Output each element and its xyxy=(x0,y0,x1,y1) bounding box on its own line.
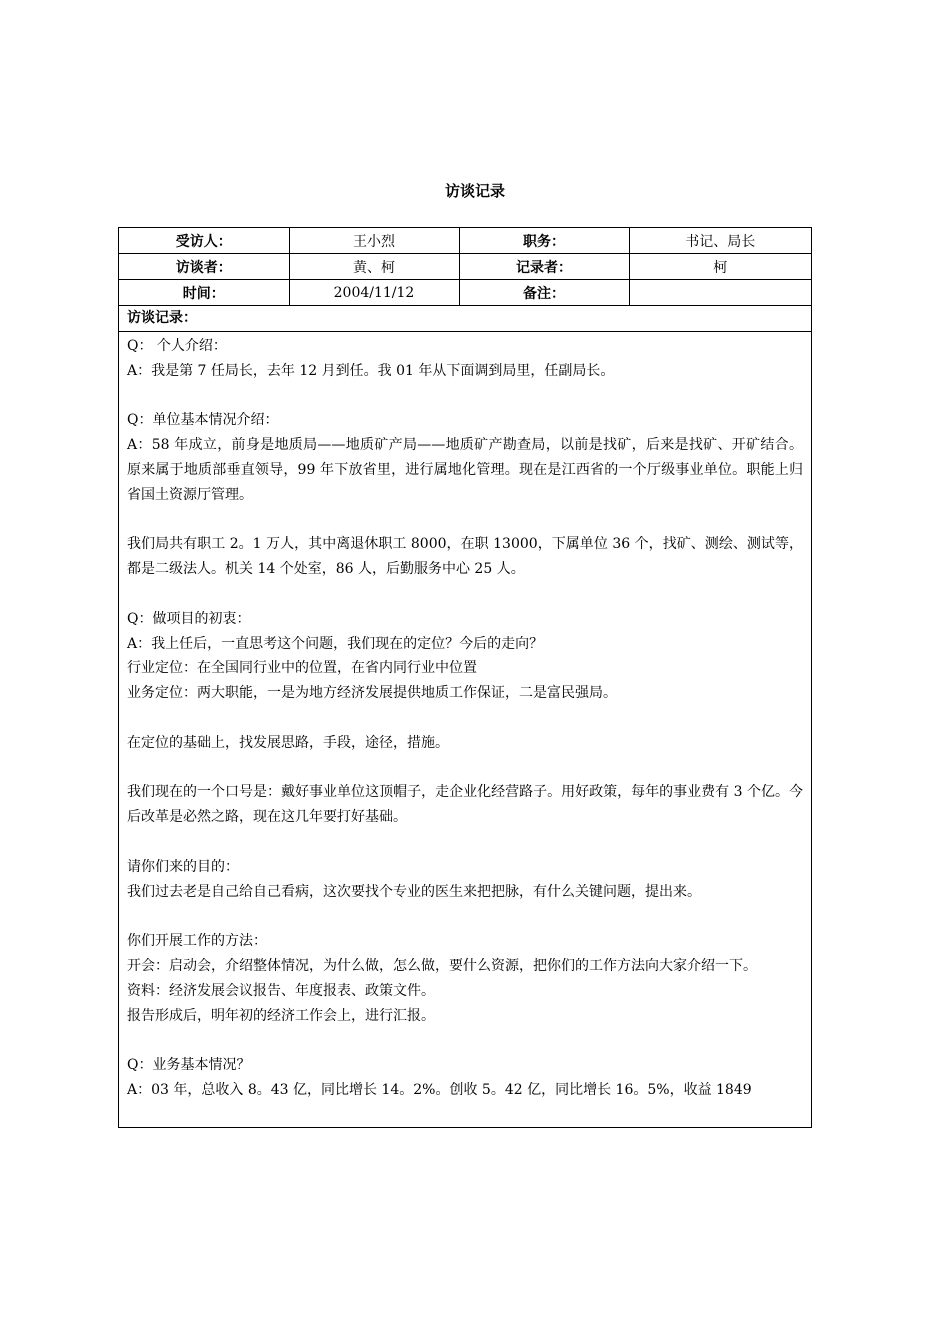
remarks-label: 备注： xyxy=(459,280,629,306)
record-line: A：我是第 7 任局长，去年 12 月到任。我 01 年从下面调到局里，任副局长。 xyxy=(127,362,615,379)
record-paragraph: 我们过去老是自己给自己看病，这次要找个专业的医生来把把脉，有什么关键问题，提出来。 xyxy=(127,883,701,900)
record-line: Q：业务基本情况？ xyxy=(127,1057,251,1074)
record-paragraph: 我们局共有职工 2。1 万人，其中离退休职工 8000，在职 13000，下属单位 36 个，找矿、测绘、测试等，都是二级法人。机关 14 个处室，86 人，后勤服务中心 25 人。 xyxy=(127,536,803,578)
table-row xyxy=(119,254,811,280)
record-line: 行业定位：在全国同行业中的位置，在省内同行业中位置 xyxy=(127,660,477,677)
record-line: 报告形成后，明年初的经济工作会上，进行汇报。 xyxy=(127,1007,435,1024)
record-header: 访谈记录： xyxy=(119,306,811,332)
record-line: 业务定位：两大职能，一是为地方经济发展提供地质工作保证，二是富民强局。 xyxy=(127,685,617,702)
table-row xyxy=(119,280,811,306)
interviewer-value: 黄、柯 xyxy=(289,254,459,280)
interview-record-frame xyxy=(118,227,812,1128)
interviewer-label: 访谈者： xyxy=(119,254,289,280)
record-content xyxy=(119,332,811,1127)
record-line: 你们开展工作的方法： xyxy=(127,933,267,950)
time-value: 2004/11/12 xyxy=(289,280,459,306)
record-line: 请你们来的目的： xyxy=(127,858,239,875)
position-label: 职务： xyxy=(459,228,629,254)
interview-info-table xyxy=(119,228,811,306)
position-value: 书记、局长 xyxy=(629,228,811,254)
record-line: A：我上任后，一直思考这个问题，我们现在的定位？今后的走向？ xyxy=(127,635,544,652)
document-title: 访谈记录 xyxy=(444,182,505,200)
record-line: Q：单位基本情况介绍： xyxy=(127,412,279,429)
record-line: A：03 年，总收入 8。43 亿，同比增长 14。2%。创收 5。42 亿，同比增长 16。5%，收益 1849 xyxy=(127,1081,752,1098)
record-paragraph: A：58 年成立，前身是地质局——地质矿产局——地质矿产勘查局，以前是找矿，后来是找矿、开矿结合。原来属于地质部垂直领导，99 年下放省里，进行属地化管理。现在是江西省的一个厅级事业单位。职能上归省国土资源厅管理。 xyxy=(127,437,803,503)
interviewee-value: 王小烈 xyxy=(289,228,459,254)
remarks-value xyxy=(629,280,811,306)
time-label: 时间： xyxy=(119,280,289,306)
record-line: Q：做项目的初衷： xyxy=(127,610,251,627)
record-line: 资料：经济发展会议报告、年度报表、政策文件。 xyxy=(127,982,435,999)
record-paragraph: 我们现在的一个口号是：戴好事业单位这顶帽子，走企业化经营路子。用好政策，每年的事业费有 3 个亿。今后改革是必然之路，现在这几年要打好基础。 xyxy=(127,784,803,826)
record-line: Q： 个人介绍： xyxy=(127,338,227,354)
interviewee-label: 受访人： xyxy=(119,228,289,254)
recorder-label: 记录者： xyxy=(459,254,629,280)
recorder-value: 柯 xyxy=(629,254,811,280)
table-row xyxy=(119,228,811,254)
record-paragraph: 开会：启动会，介绍整体情况，为什么做，怎么做，要什么资源，把你们的工作方法向大家介绍一下。 xyxy=(127,957,757,974)
record-line: 在定位的基础上，找发展思路，手段，途径，措施。 xyxy=(127,734,449,751)
